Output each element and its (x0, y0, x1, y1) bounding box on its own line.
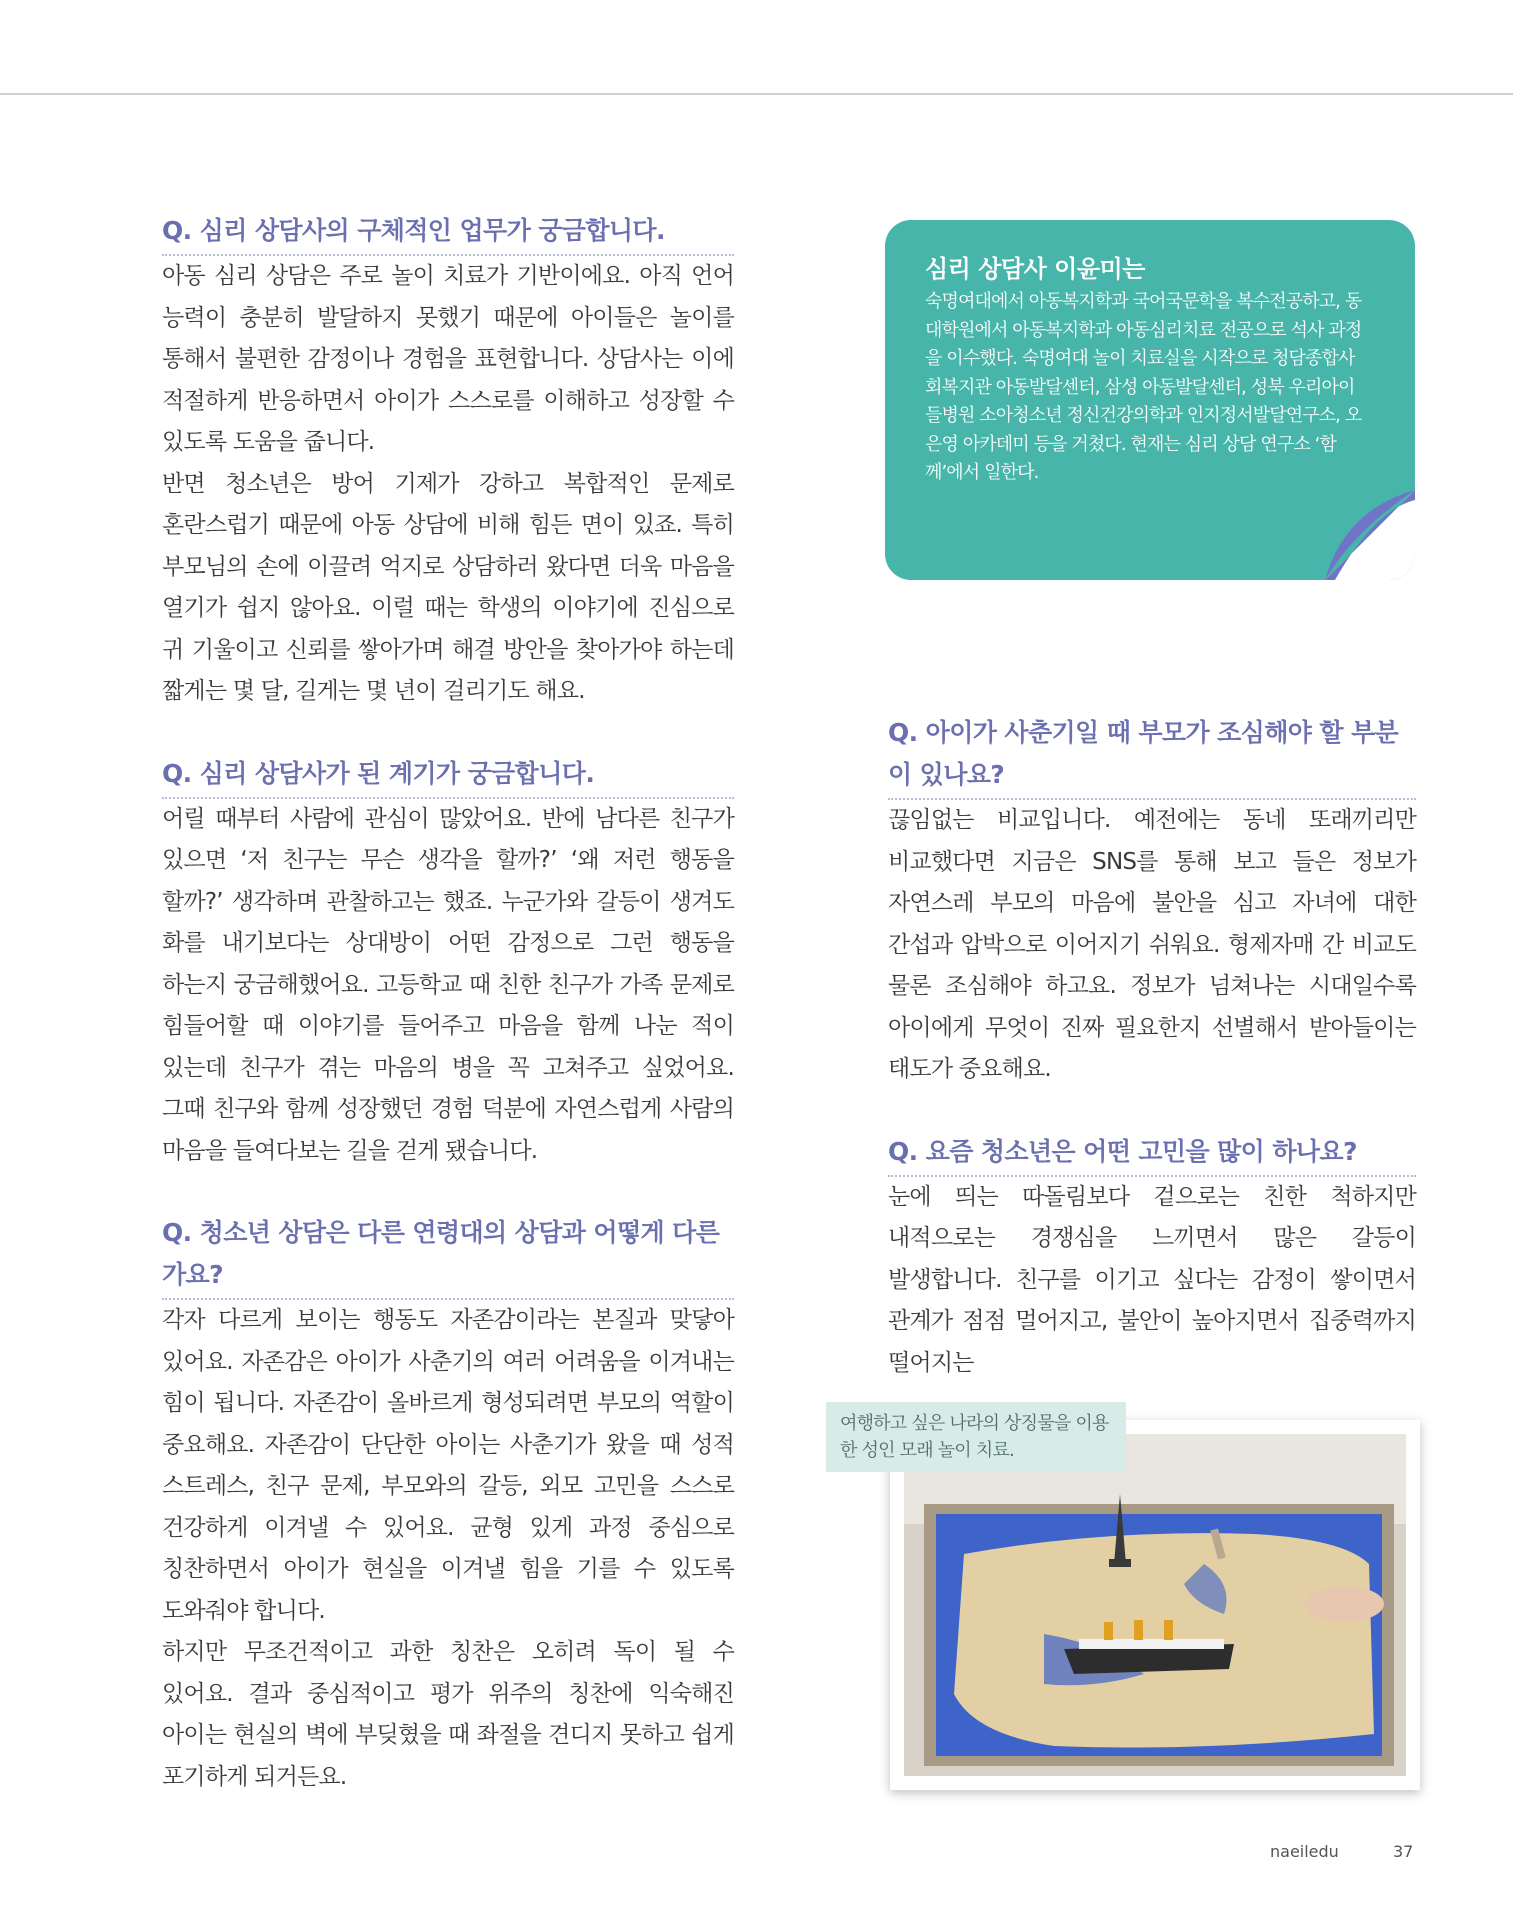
question-heading: Q. 아이가 사춘기일 때 부모가 조심해야 할 부분이 있나요? (888, 712, 1416, 800)
profile-text: 숙명여대에서 아동복지학과 국어국문학을 복수전공하고, 동 대학원에서 아동복지학과 아동심리치료 전공으로 석사 과정을 이수했다. 숙명여대 놀이 치료실을 시작으로 청담종합사회복지관 아동발달센터, 삼성 아동발달센터, 성북 우리아이들병원 소아청소년 정신건강의학과 인지정서발달연구소, 오은영 아카데미 등을 거쳤다. 현재는 심리 상담 연구소 ‘함께’에서 일한다. (925, 291, 1362, 483)
answer-paragraph: 각자 다르게 보이는 행동도 자존감이라는 본질과 맞닿아 있어요. 자존감은 아이가 사춘기의 여러 어려움을 이겨내는 힘이 됩니다. 자존감이 올바르게 형성되려면 부모의 역할이 중요해요. 자존감이 단단한 아이는 사춘기가 왔을 때 성적 스트레스, 친구 문제, 부모와의 갈등, 외모 고민을 스스로 건강하게 이겨낼 수 있어요. 균형 있게 과정 중심으로 칭찬하면서 아이가 현실을 이겨낼 힘을 기를 수 있도록 도와줘야 합니다. (162, 1307, 734, 1624)
answer-paragraph: 반면 청소년은 방어 기제가 강하고 복합적인 문제로 혼란스럽기 때문에 아동 상담에 비해 힘든 면이 있죠. 특히 부모님의 손에 이끌려 억지로 상담하러 왔다면 더욱 마음을 열기가 쉽지 않아요. 이럴 때는 학생의 이야기에 진심으로 귀 기울이고 신뢰를 쌓아가며 해결 방안을 찾아가야 하는데 짧게는 몇 달, 길게는 몇 년이 걸리기도 해요. (162, 470, 734, 704)
answer-paragraph: 눈에 띄는 따돌림보다 겉으로는 친한 척하지만 내적으로는 경쟁심을 느끼면서 많은 갈등이 발생합니다. 친구를 이기고 싶다는 감정이 쌓이면서 관계가 점점 멀어지고, 불안이 높아지면서 집중력까지 떨어지는 (888, 1183, 1416, 1376)
question-heading: Q. 요즘 청소년은 어떤 고민을 많이 하나요? (888, 1131, 1416, 1177)
profile-box (885, 220, 1415, 580)
publication-name: naeiledu (1270, 1842, 1339, 1861)
left-column (162, 210, 734, 1798)
photo-caption: 여행하고 싶은 나라의 상징물을 이용한 성인 모래 놀이 치료. (826, 1402, 1126, 1472)
top-divider (0, 93, 1513, 95)
answer-paragraph: 하지만 무조건적이고 과한 칭찬은 오히려 독이 될 수 있어요. 결과 중심적이고 평가 위주의 칭찬에 익숙해진 아이는 현실의 벽에 부딪혔을 때 좌절을 견디지 못하고 쉽게 포기하게 되거든요. (162, 1639, 734, 1790)
right-column (888, 712, 1416, 1384)
profile-title: 심리 상담사 이윤미는 (925, 255, 1145, 283)
answer-paragraph: 끊임없는 비교입니다. 예전에는 동네 또래끼리만 비교했다면 지금은 SNS를 통해 보고 들은 정보가 자연스레 부모의 마음에 불안을 심고 자녀에 대한 간섭과 압박으로 이어지기 쉬워요. 형제자매 간 비교도 물론 조심해야 하고요. 정보가 넘쳐나는 시대일수록 아이에게 무엇이 진짜 필요한지 선별해서 받아들이는 태도가 중요해요. (888, 807, 1416, 1082)
answer-paragraph: 아동 심리 상담은 주로 놀이 치료가 기반이에요. 아직 언어 능력이 충분히 발달하지 못했기 때문에 아이들은 놀이를 통해서 불편한 감정이나 경험을 표현합니다. 상담사는 이에 적절하게 반응하면서 아이가 스스로를 이해하고 성장할 수 있도록 도움을 줍니다. (162, 263, 734, 455)
question-heading: Q. 청소년 상담은 다른 연령대의 상담과 어떻게 다른가요? (162, 1212, 734, 1300)
page-fold-icon (1325, 490, 1415, 580)
sand-tray-image (904, 1434, 1406, 1776)
answer-paragraph: 어릴 때부터 사람에 관심이 많았어요. 반에 남다른 친구가 있으면 ‘저 친구는 무슨 생각을 할까?’ ‘왜 저런 행동을 할까?’ 생각하며 관찰하고는 했죠. 누군가와 갈등이 생겨도 화를 내기보다는 상대방이 어떤 감정으로 그런 행동을 하는지 궁금해했어요. 고등학교 때 친한 친구가 가족 문제로 힘들어할 때 이야기를 들어주고 마음을 함께 나눈 적이 있는데 친구가 겪는 마음의 병을 꼭 고쳐주고 싶었어요. 그때 친구와 함께 성장했던 경험 덕분에 자연스럽게 사람의 마음을 들여다보는 길을 걷게 됐습니다. (162, 805, 734, 1164)
question-heading: Q. 심리 상담사의 구체적인 업무가 궁금합니다. (162, 210, 734, 256)
question-heading: Q. 심리 상담사가 된 계기가 궁금합니다. (162, 753, 734, 799)
sand-tray-photo (890, 1420, 1420, 1790)
page-number: 37 (1393, 1842, 1414, 1861)
